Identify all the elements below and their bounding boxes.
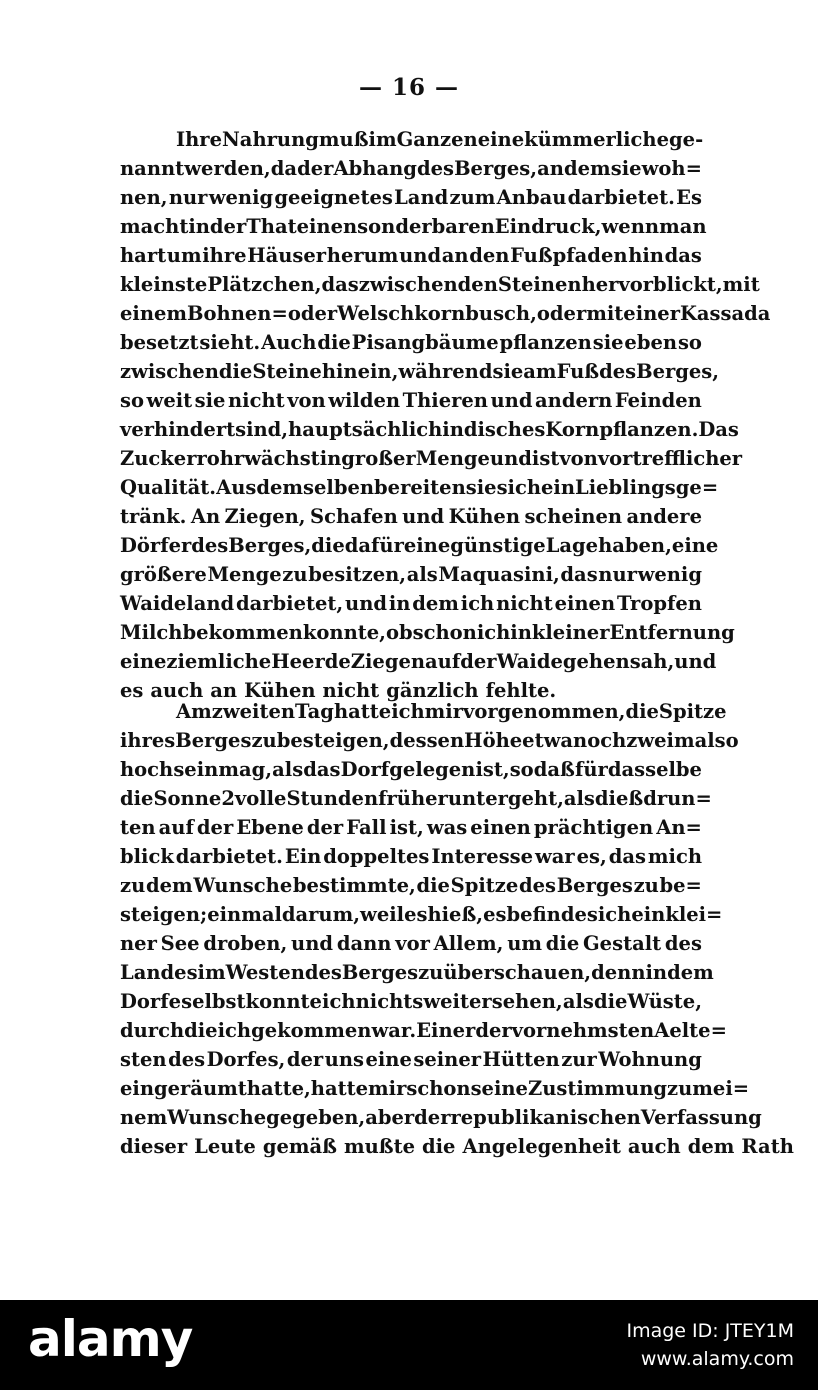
- text-line: größere Menge zu besitzen, als Maquasini, das nur wenig: [120, 563, 702, 586]
- text-line: blick darbietet. Ein doppeltes Interesse war es, das mich: [120, 845, 702, 868]
- text-line: Qualität. Aus demselben bereiten sie sich ein Lieblingsge=: [120, 476, 719, 499]
- watermark-bar: [0, 1300, 818, 1390]
- site-url: www.alamy.com: [640, 1348, 794, 1370]
- text-line: steigen; einmal darum, weil es hieß, es befinde sich ein klei=: [120, 903, 723, 926]
- image-id: Image ID: JTEY1M: [626, 1320, 794, 1342]
- text-line: hart um ihre Häuser herum und an den Fußpfaden hin das: [120, 244, 702, 267]
- text-line: besetzt sieht. Auch die Pisangbäume pflanzen sie eben so: [120, 331, 702, 354]
- text-line: Am zweiten Tag hatte ich mir vorgenommen, die Spitze: [176, 700, 727, 723]
- text-line: die Sonne 2 volle Stunden früher untergeht, als dieß drun=: [120, 787, 712, 810]
- text-line: dieser Leute gemäß mußte die Angelegenheit auch dem Rath: [120, 1135, 794, 1158]
- text-line: durch die ich gekommen war. Einer der vornehmsten Aelte=: [120, 1019, 727, 1042]
- text-line: einem Bohnen= oder Welschkornbusch, oder mit einer Kassada: [120, 302, 771, 325]
- text-line: Waideland darbietet, und in dem ich nicht einen Tropfen: [120, 592, 702, 615]
- text-line: hoch sein mag, als das Dorf gelegen ist, so daß für dasselbe: [120, 758, 702, 781]
- text-line: Milch bekommen konnte, obschon ich in kleiner Entfernung: [120, 621, 735, 644]
- text-line: nen, nur wenig geeignetes Land zum Anbau darbietet. Es: [120, 186, 702, 209]
- text-line: ner See droben, und dann vor Allem, um die Gestalt des: [120, 932, 702, 955]
- text-line: ihres Berges zu besteigen, dessen Höhe etwa noch zweimal so: [120, 729, 739, 752]
- text-line: tränk. An Ziegen, Schafen und Kühen scheinen andere: [120, 505, 702, 528]
- text-line: nannt werden, da der Abhang des Berges, an dem sie woh=: [120, 157, 702, 180]
- page-number: — 16 —: [358, 74, 460, 101]
- text-line: es auch an Kühen nicht gänzlich fehlte.: [120, 679, 557, 702]
- text-line: Landes im Westen des Berges zu überschauen, denn in dem: [120, 961, 714, 984]
- text-line: Zuckerrohr wächst in großer Menge und ist von vortrefflicher: [120, 447, 743, 470]
- text-line: nem Wunsche gegeben, aber der republikanischen Verfassung: [120, 1106, 762, 1129]
- text-line: Dorfe selbst konnte ich nichts weiter sehen, als die Wüste,: [120, 990, 702, 1013]
- text-line: verhindert sind, hauptsächlich indisches Korn pflanzen. Das: [120, 418, 739, 441]
- text-line: kleinste Plätzchen, das zwischen den Steinen hervorblickt, mit: [120, 273, 760, 296]
- text-line: eine ziemliche Heerde Ziegen auf der Waide gehen sah, und: [120, 650, 717, 673]
- text-line: eingeräumt hatte, hatte mir schon seine Zustimmung zu mei=: [120, 1077, 750, 1100]
- text-line: zwischen die Steine hinein, während sie am Fuß des Berges,: [120, 360, 720, 383]
- text-line: zu dem Wunsche bestimmte, die Spitze des Berges zu be=: [120, 874, 702, 897]
- text-line: macht in der That einen sonderbaren Eindruck, wenn man: [120, 215, 707, 238]
- text-line: Dörfer des Berges, die dafür eine günstige Lage haben, eine: [120, 534, 719, 557]
- text-line: sten des Dorfes, der uns eine seiner Hütten zur Wohnung: [120, 1048, 702, 1071]
- paragraph: [120, 125, 771, 705]
- text-line: Ihre Nahrung muß im Ganzen eine kümmerliche ge-: [176, 128, 704, 151]
- text-line: so weit sie nicht von wilden Thieren und andern Feinden: [120, 389, 702, 412]
- paragraph: [120, 697, 794, 1161]
- text-line: ten auf der Ebene der Fall ist, was einen prächtigen An=: [120, 816, 702, 839]
- alamy-logo: alamy: [28, 1310, 193, 1368]
